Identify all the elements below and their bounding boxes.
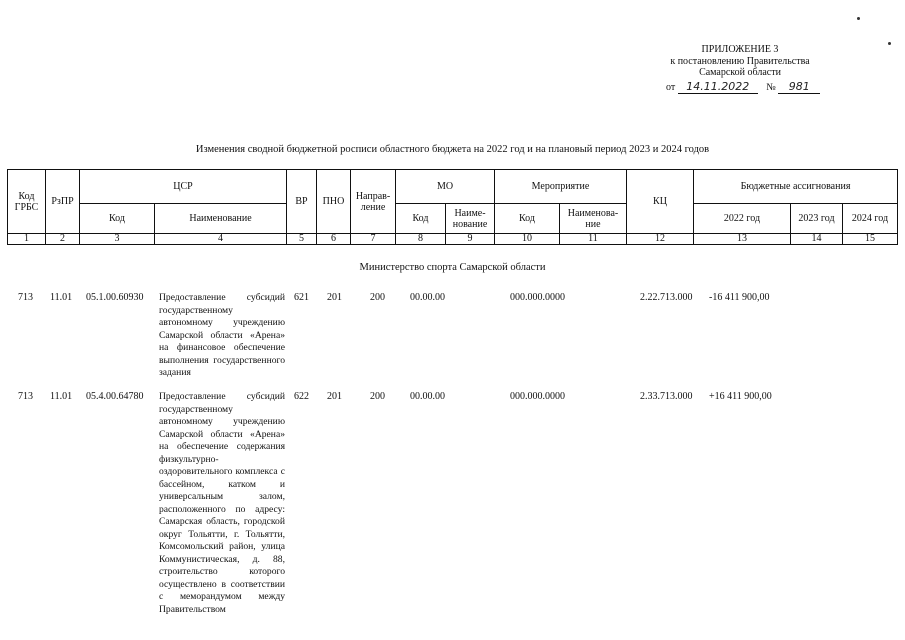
header-csr: ЦСР	[80, 170, 287, 204]
row-amount-2022: -16 411 900,00	[709, 292, 770, 303]
row-description: Предоставление субсидий государственному автономному учреждению Самарской области «Арена» на обеспечение содержания физкультурно-оздоровительного комплекса с бассейном, катком и универсальным залом, расположенного по адресу: Самарская область, городской округ Тольятти, г. Тольятти, Комсомольский район, улица Коммунистическая, д. 88, строительство которого осуществлено в соответствии с меморандумом между Правительством	[159, 391, 285, 615]
annex-decree-line: к постановлению Правительства	[670, 55, 810, 67]
row-grbs: 713	[18, 391, 33, 402]
column-number: 9	[446, 234, 495, 245]
column-number: 10	[495, 234, 560, 245]
scan-mark	[857, 17, 860, 20]
header-rzpr: РзПР	[46, 170, 80, 234]
header-year-2023: 2023 год	[791, 204, 843, 234]
date-label: от	[666, 82, 676, 93]
header-year-2022: 2022 год	[694, 204, 791, 234]
annex-header	[640, 44, 840, 79]
row-csr-code: 05.4.00.64780	[86, 391, 144, 402]
document-title: Изменения сводной бюджетной росписи областного бюджета на 2022 год и на плановый период 2023 и 2024 годов	[195, 144, 710, 155]
handwritten-number: 981	[778, 80, 820, 94]
column-number: 1	[8, 234, 46, 245]
handwritten-date: 14.11.2022	[678, 80, 758, 94]
scan-mark	[888, 42, 891, 45]
row-mo-code: 00.00.00	[410, 292, 445, 303]
column-number: 4	[155, 234, 287, 245]
header-mo-code: Код	[396, 204, 446, 234]
column-number: 5	[287, 234, 317, 245]
header-kod-grbs: Код ГРБС	[8, 170, 46, 234]
row-grbs: 713	[18, 292, 33, 303]
header-csr-code: Код	[80, 204, 155, 234]
row-mo-code: 00.00.00	[410, 391, 445, 402]
row-pno: 201	[327, 292, 342, 303]
column-number: 7	[351, 234, 396, 245]
header-allocations: Бюджетные ассигнования	[694, 170, 898, 204]
row-vr: 621	[294, 292, 309, 303]
header-pno: ПНО	[317, 170, 351, 234]
number-label: №	[766, 82, 776, 93]
ministry-heading: Министерство спорта Самарской области	[359, 262, 546, 273]
row-rzpr: 11.01	[50, 292, 73, 303]
header-event-code: Код	[495, 204, 560, 234]
column-number: 13	[694, 234, 791, 245]
column-number: 2	[46, 234, 80, 245]
header-mo: МО	[396, 170, 495, 204]
column-number: 14	[791, 234, 843, 245]
column-number: 12	[627, 234, 694, 245]
annex-region-line: Самарской области	[699, 67, 781, 78]
header-vr: ВР	[287, 170, 317, 234]
header-mo-name: Наиме-нование	[446, 204, 495, 234]
row-direction: 200	[370, 391, 385, 402]
header-kc: КЦ	[627, 170, 694, 234]
column-number: 6	[317, 234, 351, 245]
row-description: Предоставление субсидий государственному автономному учреждению Самарской области «Арена» на финансовое обеспечение выполнения государственного задания	[159, 292, 285, 378]
column-number: 15	[843, 234, 898, 245]
header-year-2024: 2024 год	[843, 204, 898, 234]
budget-table-header	[7, 169, 898, 245]
column-number: 11	[560, 234, 627, 245]
header-event: Мероприятие	[495, 170, 627, 204]
row-vr: 622	[294, 391, 309, 402]
annex-title: ПРИЛОЖЕНИЕ 3	[701, 44, 779, 55]
row-kc: 2.22.713.000	[640, 292, 693, 303]
row-event-code: 000.000.0000	[510, 391, 565, 402]
column-number: 3	[80, 234, 155, 245]
row-csr-code: 05.1.00.60930	[86, 292, 144, 303]
row-direction: 200	[370, 292, 385, 303]
column-number: 8	[396, 234, 446, 245]
row-event-code: 000.000.0000	[510, 292, 565, 303]
header-csr-name: Наименование	[155, 204, 287, 234]
annex-date-number	[666, 80, 820, 94]
row-kc: 2.33.713.000	[640, 391, 693, 402]
row-rzpr: 11.01	[50, 391, 73, 402]
row-pno: 201	[327, 391, 342, 402]
row-amount-2022: +16 411 900,00	[709, 391, 772, 402]
header-direction: Направ-ление	[351, 170, 396, 234]
header-event-name: Наименова-ние	[560, 204, 627, 234]
